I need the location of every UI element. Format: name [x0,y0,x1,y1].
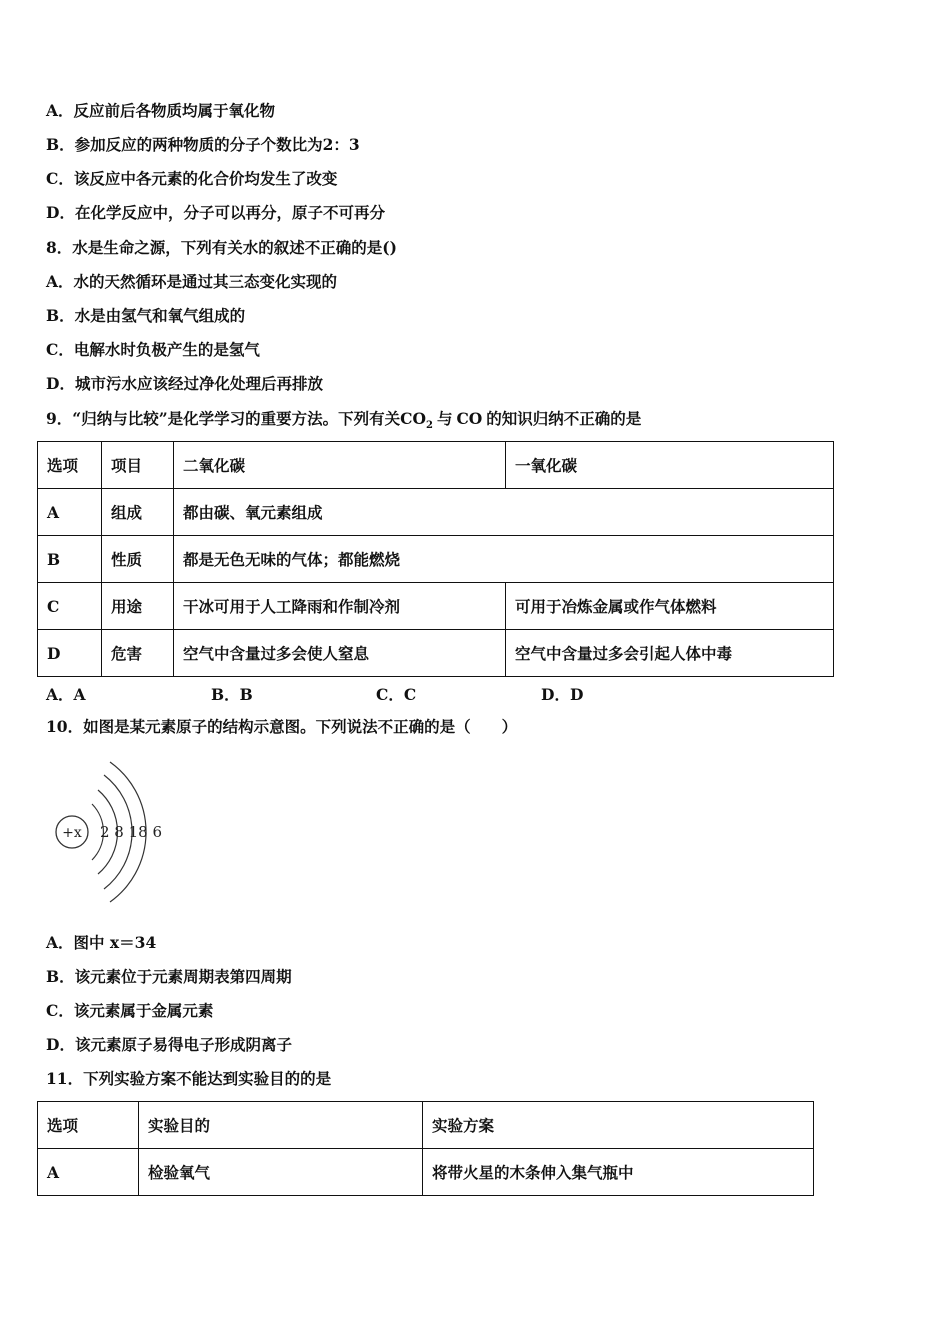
q10-option-c: C．该元素属于金属元素 [46,1001,214,1020]
q11-stem: 11．下列实验方案不能达到实验目的的是 [46,1069,332,1088]
row-option: B [38,536,102,583]
row-item: 危害 [102,630,174,677]
q7-option-d: D．在化学反应中，分子可以再分，原子不可再分 [46,203,385,222]
q7-option-b: B．参加反应的两种物质的分子个数比为2：3 [46,135,360,154]
row-option: A [38,489,102,536]
nucleus-label: +x [62,825,82,841]
row-item: 组成 [102,489,174,536]
row-both: 都由碳、氧元素组成 [174,489,834,536]
q9-stem [46,409,641,436]
q10-option-d: D．该元素原子易得电子形成阴离子 [46,1035,292,1054]
atom-structure-diagram [54,760,164,905]
q10-option-b: B．该元素位于元素周期表第四周期 [46,967,292,986]
q9-choice-b: B．B [211,685,253,704]
row-co: 可用于冶炼金属或作气体燃料 [506,583,834,630]
header-plan: 实验方案 [423,1102,814,1149]
q9-choice-d: D．D [541,685,584,704]
q10-stem: 10．如图是某元素原子的结构示意图。下列说法不正确的是（ ） [46,717,518,736]
table-header-row [38,442,834,489]
header-co2: 二氧化碳 [174,442,506,489]
header-option: 选项 [38,442,102,489]
q9-choices [46,683,583,705]
row-option: C [38,583,102,630]
row-option: A [38,1149,139,1196]
q8-option-d: D．城市污水应该经过净化处理后再排放 [46,374,323,393]
q8-option-b: B．水是由氢气和氧气组成的 [46,306,246,325]
q7-option-c: C．该反应中各元素的化合价均发生了改变 [46,169,338,188]
row-purpose: 检验氧气 [139,1149,423,1196]
table-row [38,583,834,630]
table-row [38,1149,814,1196]
q8-stem: 8．水是生命之源，下列有关水的叙述不正确的是() [46,238,397,257]
row-both: 都是无色无味的气体；都能燃烧 [174,536,834,583]
q8-option-c: C．电解水时负极产生的是氢气 [46,340,260,359]
q9-table [37,441,834,677]
header-co: 一氧化碳 [506,442,834,489]
table-row [38,489,834,536]
q9-co: CO [456,409,483,428]
q7-option-a: A．反应前后各物质均属于氧化物 [46,101,276,120]
row-co2: 干冰可用于人工降雨和作制冷剂 [174,583,506,630]
row-plan: 将带火星的木条伸入集气瓶中 [423,1149,814,1196]
shell-electron-counts: 2 8 18 6 [100,823,163,841]
q9-choice-a: A．A [46,685,86,704]
row-option: D [38,630,102,677]
q10-option-a: A．图中 x＝34 [46,933,157,952]
q9-co2: $CO_2$ [400,409,433,432]
table-header-row [38,1102,814,1149]
q9-stem-post: 的知识归纳不正确的是 [486,409,642,428]
q9-choice-c: C．C [376,685,417,704]
header-option: 选项 [38,1102,139,1149]
row-item: 用途 [102,583,174,630]
header-item: 项目 [102,442,174,489]
q8-option-a: A．水的天然循环是通过其三态变化实现的 [46,272,338,291]
row-item: 性质 [102,536,174,583]
table-row [38,630,834,677]
table-row [38,536,834,583]
header-purpose: 实验目的 [139,1102,423,1149]
q9-stem-pre: 9．“归纳与比较”是化学学习的重要方法。下列有关 [46,409,401,428]
q11-table [37,1101,814,1196]
q9-stem-mid: 与 [436,409,453,428]
row-co2: 空气中含量过多会使人窒息 [174,630,506,677]
row-co: 空气中含量过多会引起人体中毒 [506,630,834,677]
